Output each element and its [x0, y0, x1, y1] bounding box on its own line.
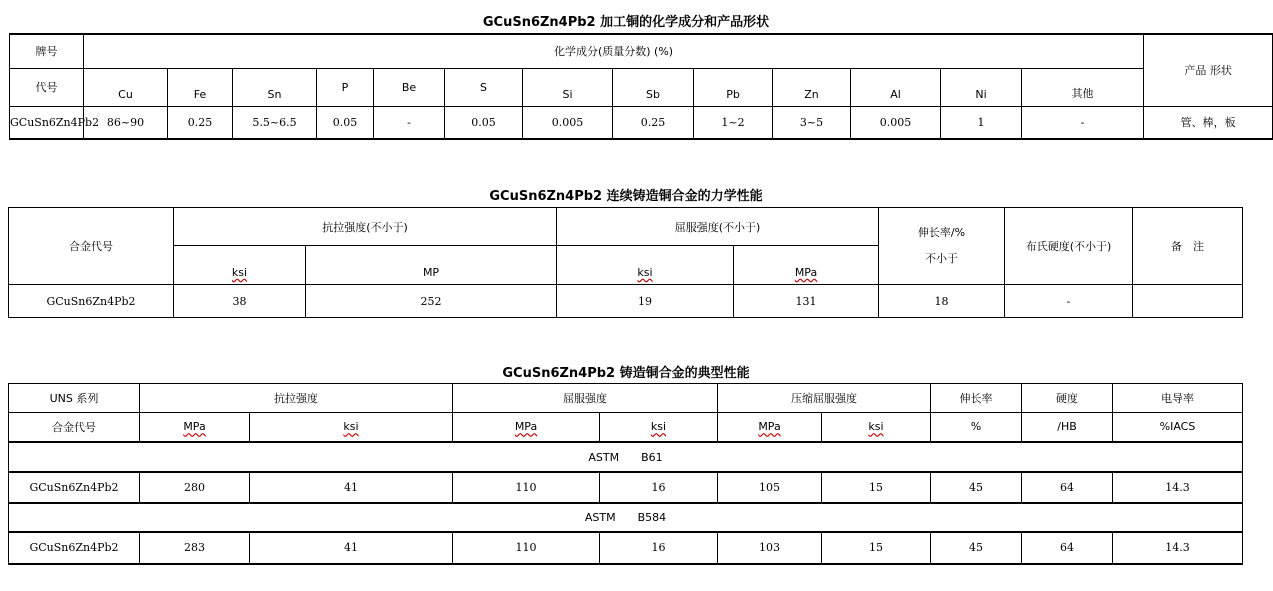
element-header: S	[445, 68, 523, 106]
value-cell: 16	[600, 532, 718, 564]
unit-header	[822, 413, 931, 442]
unit-label: ksi	[231, 266, 248, 279]
value-cell: 41	[250, 532, 453, 564]
unit-header	[453, 413, 600, 442]
value-cell: 45	[931, 472, 1022, 503]
unit-header	[174, 246, 306, 285]
value-cell: 0.05	[317, 106, 374, 139]
element-header: Pb	[694, 68, 773, 106]
value-cell: 0.25	[613, 106, 694, 139]
value-cell: 131	[734, 285, 879, 318]
typical-properties-table	[8, 383, 1243, 565]
alloy-code-cell: GCuSn6Zn4Pb2	[10, 106, 84, 139]
unit-header	[140, 413, 250, 442]
value-cell: 64	[1022, 532, 1113, 564]
unit-header	[718, 413, 822, 442]
mechanical-table	[8, 207, 1243, 318]
value-cell: 110	[453, 532, 600, 564]
unit-label: ksi	[650, 420, 667, 434]
code-header: 代号	[10, 68, 84, 106]
element-header: Fe	[168, 68, 233, 106]
alloy-header: 合金代号	[9, 208, 174, 285]
value-cell: 252	[306, 285, 557, 318]
note-header: 备 注	[1133, 208, 1243, 285]
element-header: Sb	[613, 68, 694, 106]
unit-label: ksi	[868, 420, 884, 434]
yield-header: 屈服强度(不小于)	[557, 208, 879, 246]
value-cell: -	[1005, 285, 1133, 318]
alloy-header: 合金代号	[9, 413, 140, 442]
composition-header: 化学成分(质量分数) (%)	[84, 34, 1144, 68]
elongation-unit: %	[931, 413, 1022, 442]
value-cell: 1	[941, 106, 1022, 139]
unit-label: MPa	[794, 266, 818, 279]
value-cell: 110	[453, 472, 600, 503]
unit-label: MPa	[758, 420, 781, 434]
shape-header: 产品 形状	[1144, 34, 1273, 106]
hardness-header: 硬度	[1022, 384, 1113, 413]
value-cell: 38	[174, 285, 306, 318]
unit-label: MP	[422, 266, 440, 279]
element-header: Cu	[84, 68, 168, 106]
unit-label: ksi	[343, 420, 359, 434]
unit-label: MPa	[183, 420, 206, 434]
unit-header	[306, 246, 557, 285]
element-header: Ni	[941, 68, 1022, 106]
shape-cell: 管、棒，板	[1144, 106, 1273, 139]
alloy-code-cell: GCuSn6Zn4Pb2	[9, 285, 174, 318]
elongation-header	[879, 208, 1005, 285]
element-header: P	[317, 68, 374, 106]
value-cell: 283	[140, 532, 250, 564]
unit-label: MPa	[514, 420, 538, 434]
yield-header: 屈服强度	[453, 384, 718, 413]
value-cell: -	[1022, 106, 1144, 139]
value-cell: 41	[250, 472, 453, 503]
hardness-header: 布氏硬度(不小于)	[1005, 208, 1133, 285]
value-cell: 18	[879, 285, 1005, 318]
value-cell: 14.3	[1113, 472, 1243, 503]
alloy-code-cell: GCuSn6Zn4Pb2	[9, 532, 140, 564]
compressive-yield-header: 压缩屈服强度	[718, 384, 931, 413]
uns-header: UNS 系列	[9, 384, 140, 413]
element-header: Be	[374, 68, 445, 106]
value-cell: 14.3	[1113, 532, 1243, 564]
value-cell: 3~5	[773, 106, 851, 139]
composition-table	[9, 33, 1273, 140]
table1-title: GCuSn6Zn4Pb2 加工铜的化学成分和产品形状	[482, 15, 770, 30]
value-cell: 0.05	[445, 106, 523, 139]
hardness-unit: /HB	[1022, 413, 1113, 442]
value-cell: 1~2	[694, 106, 773, 139]
unit-header	[600, 413, 718, 442]
value-cell: -	[374, 106, 445, 139]
standard-section-row: ASTM B584	[9, 503, 1243, 532]
table2-title: GCuSn6Zn4Pb2 连续铸造铜合金的力学性能	[489, 189, 763, 204]
brand-header: 牌号	[10, 34, 84, 68]
value-cell: 280	[140, 472, 250, 503]
conductivity-unit: %IACS	[1113, 413, 1243, 442]
elongation-label: 伸长率/%	[917, 226, 966, 239]
value-cell: 16	[600, 472, 718, 503]
value-cell: 5.5~6.5	[233, 106, 317, 139]
value-cell: 64	[1022, 472, 1113, 503]
value-cell: 105	[718, 472, 822, 503]
standard-section-row: ASTM B61	[9, 442, 1243, 472]
value-cell: 15	[822, 532, 931, 564]
tensile-header: 抗拉强度	[140, 384, 453, 413]
value-cell	[1133, 285, 1243, 318]
value-cell: 0.25	[168, 106, 233, 139]
element-header: Si	[523, 68, 613, 106]
conductivity-header: 电导率	[1113, 384, 1243, 413]
alloy-code-cell: GCuSn6Zn4Pb2	[9, 472, 140, 503]
value-cell: 15	[822, 472, 931, 503]
value-cell: 45	[931, 532, 1022, 564]
table3-title: GCuSn6Zn4Pb2 铸造铜合金的典型性能	[502, 366, 750, 381]
unit-header	[250, 413, 453, 442]
element-header: 其他	[1022, 68, 1144, 106]
unit-header	[557, 246, 734, 285]
tensile-header: 抗拉强度(不小于)	[174, 208, 557, 246]
element-header: Zn	[773, 68, 851, 106]
value-cell: 103	[718, 532, 822, 564]
unit-label: ksi	[637, 266, 653, 279]
value-cell: 0.005	[523, 106, 613, 139]
value-cell: 86~90	[84, 106, 168, 139]
element-header: Sn	[233, 68, 317, 106]
elongation-header: 伸长率	[931, 384, 1022, 413]
unit-header	[734, 246, 879, 285]
value-cell: 0.005	[851, 106, 941, 139]
value-cell: 19	[557, 285, 734, 318]
elongation-sublabel: 不小于	[925, 252, 958, 265]
element-header: Al	[851, 68, 941, 106]
